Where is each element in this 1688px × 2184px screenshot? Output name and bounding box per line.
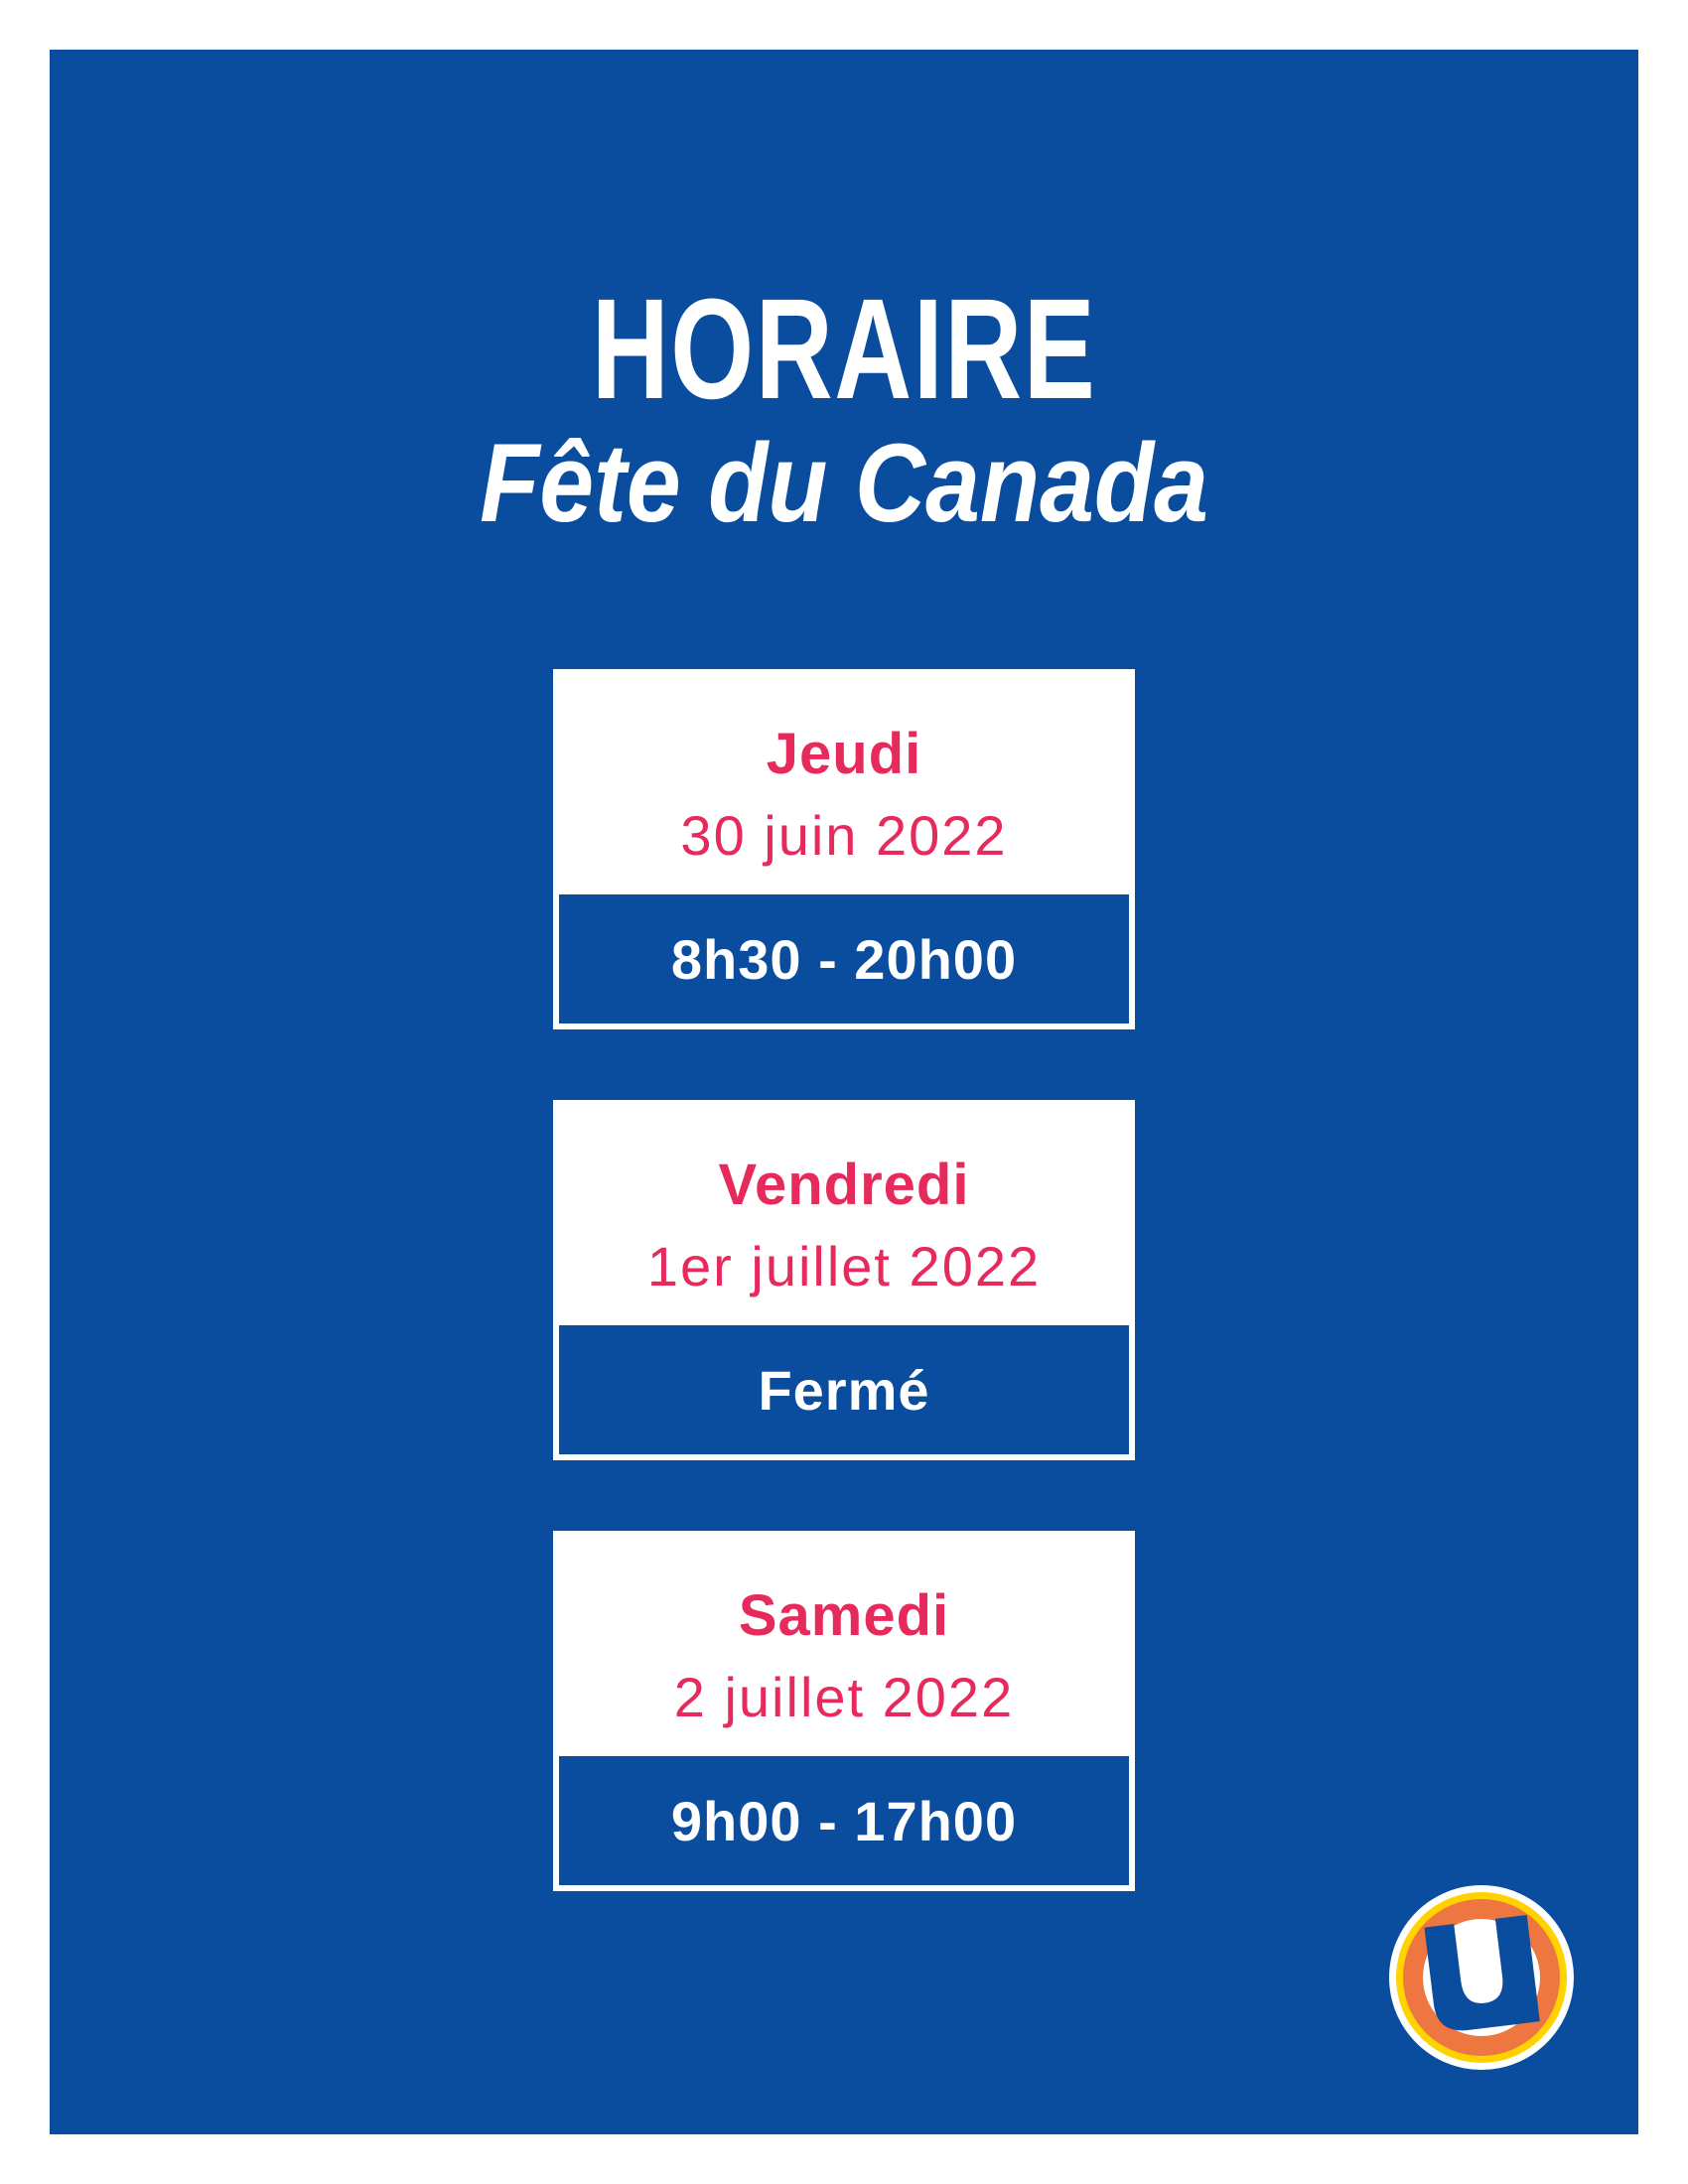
date-label: 30 juin 2022 xyxy=(680,804,1008,867)
hours-label: Fermé xyxy=(758,1358,930,1422)
hours-label: 9h00 - 17h00 xyxy=(670,1789,1018,1852)
u-logo-graphic xyxy=(1389,1885,1574,2070)
poster-background xyxy=(50,50,1638,2134)
day-label: Jeudi xyxy=(766,722,922,786)
schedule-card-saturday xyxy=(553,1531,1135,1891)
poster-title: HORAIRE xyxy=(591,269,1097,429)
schedule-card-thursday xyxy=(553,669,1135,1029)
schedule-card-friday xyxy=(553,1100,1135,1460)
poster-subtitle: Fête du Canada xyxy=(480,421,1208,545)
hours-bar xyxy=(559,1756,1129,1885)
hours-bar xyxy=(559,1325,1129,1454)
date-label: 2 juillet 2022 xyxy=(673,1666,1015,1728)
hours-bar xyxy=(559,894,1129,1024)
hours-label: 8h30 - 20h00 xyxy=(670,927,1018,991)
uniprix-u-logo xyxy=(1389,1885,1574,2070)
day-label: Samedi xyxy=(738,1583,950,1648)
date-label: 1er juillet 2022 xyxy=(646,1235,1042,1297)
day-label: Vendredi xyxy=(718,1153,970,1217)
